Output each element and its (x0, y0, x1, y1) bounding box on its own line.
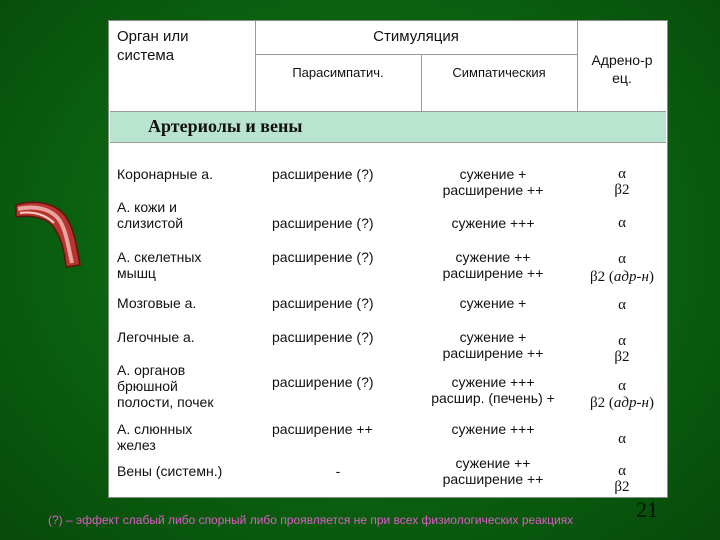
row-parasympathetic: расширение (?) (272, 295, 374, 311)
row-parasympathetic: расширение (?) (272, 166, 374, 182)
row-adreno-alpha: α (618, 463, 626, 479)
row-organ: А. кожи и слизистой (117, 199, 184, 231)
grid-line (577, 21, 578, 111)
row-adreno-alpha: α (618, 378, 626, 394)
row-adreno-alpha: α (618, 215, 626, 231)
row-parasympathetic: расширение (?) (272, 215, 374, 231)
row-sympathetic: сужение + (459, 295, 527, 311)
grid-line (255, 54, 577, 55)
row-parasympathetic: расширение (?) (272, 374, 374, 390)
row-parasympathetic: расширение (?) (272, 329, 374, 345)
physiology-table (108, 20, 668, 498)
footnote: (?) – эффект слабый либо спорный либо проявляется не при всех физиологических реакциях (48, 513, 574, 527)
row-organ: Вены (системн.) (117, 463, 223, 479)
row-parasympathetic: расширение ++ (272, 421, 373, 437)
header-adreno: Адрено-р ец. (591, 52, 653, 86)
row-organ: А. слюнных желез (117, 421, 193, 453)
row-adreno-beta: β2 (614, 349, 630, 365)
row-sympathetic: сужение +++ расшир. (печень) + (431, 374, 555, 406)
row-sympathetic: сужение +++ (451, 421, 535, 437)
section-title: Артериолы и вены (148, 116, 303, 136)
row-adreno-alpha: α (618, 166, 626, 182)
row-sympathetic: сужение ++ расширение ++ (442, 455, 544, 487)
row-parasympathetic: расширение (?) (272, 249, 374, 265)
row-adreno-beta: β2 (614, 182, 630, 198)
row-sympathetic: сужение ++ расширение ++ (442, 249, 544, 281)
row-adreno-alpha: α (618, 431, 626, 447)
row-sympathetic: сужение + расширение ++ (442, 166, 544, 198)
row-adreno-beta: β2 (614, 479, 630, 495)
row-adreno-beta: β2 (адр-н) (590, 395, 654, 411)
header-sympathetic: Симпатическия (452, 65, 546, 80)
row-adreno-alpha: α (618, 297, 626, 313)
row-organ: Мозговые а. (117, 295, 197, 311)
header-organ: Орган или система (117, 28, 189, 64)
section-band (110, 111, 666, 143)
page-number: 21 (636, 497, 658, 522)
row-organ: Легочные а. (117, 329, 195, 345)
row-adreno-beta: β2 (адр-н) (590, 269, 654, 285)
row-sympathetic: сужение +++ (451, 215, 535, 231)
row-organ: А. органов брюшной полости, почек (117, 362, 214, 410)
row-parasympathetic: - (335, 463, 341, 479)
blood-vessel-icon (10, 195, 90, 275)
row-organ: А. скелетных мышц (117, 249, 202, 281)
row-adreno-alpha: α (618, 333, 626, 349)
header-stimulation: Стимуляция (373, 28, 459, 45)
row-sympathetic: сужение + расширение ++ (442, 329, 544, 361)
header-parasympathetic: Парасимпатич. (292, 65, 384, 80)
row-organ: Коронарные а. (117, 166, 213, 182)
row-adreno-alpha: α (618, 251, 626, 267)
grid-line (421, 54, 422, 111)
